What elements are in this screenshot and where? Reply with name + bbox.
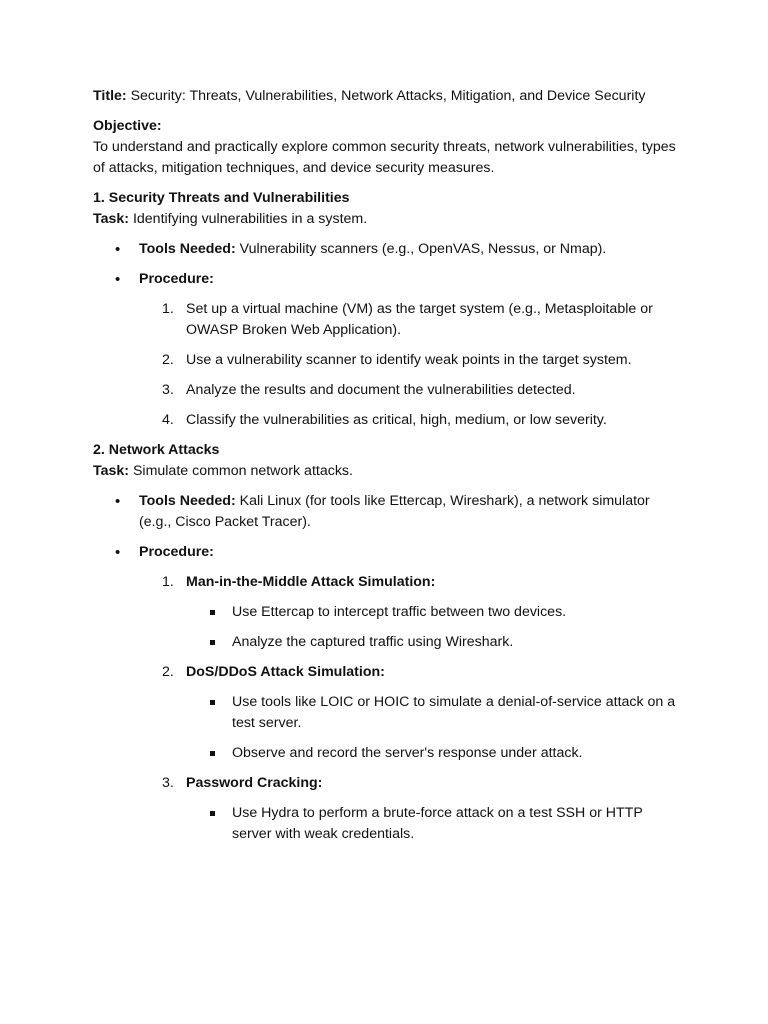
step-text: Use a vulnerability scanner to identify weak points in the target system. — [186, 352, 632, 368]
list-item: Use tools like LOIC or HOIC to simulate a denial-of-service attack on a test server. — [186, 692, 683, 734]
section1-steps — [139, 299, 683, 431]
step-title: Man-in-the-Middle Attack Simulation: — [186, 574, 436, 590]
step-subitems — [186, 692, 683, 764]
section2-task — [93, 461, 683, 482]
section2-procedure-item — [93, 542, 683, 845]
section1-procedure-label: Procedure: — [139, 271, 214, 287]
step-title: Password Cracking: — [186, 775, 323, 791]
list-item — [139, 410, 683, 431]
title-label: Title: — [93, 88, 127, 104]
step-number: 2. — [162, 352, 174, 368]
step-number: 1. — [162, 574, 174, 590]
step-text: Analyze the results and document the vulnerabilities detected. — [186, 382, 576, 398]
list-item — [139, 572, 683, 653]
section2-tools-text: Kali Linux (for tools like Ettercap, Wireshark), a network simulator (e.g., Cisco Packet Tracer). — [139, 493, 650, 530]
objective-label: Objective: — [93, 118, 162, 134]
section1-task-text: Identifying vulnerabilities in a system. — [129, 211, 368, 227]
objective-text: To understand and practically explore common security threats, network vulnerabilities, types of attacks, mitigation techniques, and device security measures. — [93, 139, 676, 176]
step-subitems — [186, 803, 683, 845]
step-subitems — [186, 602, 683, 653]
document-page — [93, 86, 683, 845]
list-item — [139, 773, 683, 845]
section2-tools-label: Tools Needed: — [139, 493, 236, 509]
section1-tools-item — [93, 239, 683, 260]
section2-heading: 2. Network Attacks — [93, 442, 220, 458]
title-text: Security: Threats, Vulnerabilities, Network Attacks, Mitigation, and Device Security — [126, 88, 646, 104]
section2-task-text: Simulate common network attacks. — [129, 463, 353, 479]
section1-tools-text: Vulnerability scanners (e.g., OpenVAS, Nessus, or Nmap). — [235, 241, 607, 257]
list-item — [139, 350, 683, 371]
step-number: 3. — [162, 775, 174, 791]
list-item: Analyze the captured traffic using Wireshark. — [186, 632, 683, 653]
section1-list — [93, 239, 683, 431]
section2-list — [93, 491, 683, 845]
step-title: DoS/DDoS Attack Simulation: — [186, 664, 385, 680]
step-text: Set up a virtual machine (VM) as the target system (e.g., Metasploitable or OWASP Broken Web Application). — [186, 301, 653, 338]
step-text: Classify the vulnerabilities as critical, high, medium, or low severity. — [186, 412, 607, 428]
section2-steps — [139, 572, 683, 845]
section1-task-label: Task: — [93, 211, 130, 227]
section1-tools-label: Tools Needed: — [139, 241, 236, 257]
step-number: 4. — [162, 412, 174, 428]
section1-task — [93, 209, 683, 230]
list-item: Observe and record the server's response under attack. — [186, 743, 683, 764]
list-item: Use Ettercap to intercept traffic between two devices. — [186, 602, 683, 623]
list-item — [139, 662, 683, 764]
list-item: Use Hydra to perform a brute-force attack on a test SSH or HTTP server with weak credentials. — [186, 803, 683, 845]
section1-heading: 1. Security Threats and Vulnerabilities — [93, 190, 350, 206]
section2-task-label: Task: — [93, 463, 130, 479]
doc-title — [93, 86, 683, 107]
section1-procedure-item — [93, 269, 683, 431]
list-item — [139, 380, 683, 401]
section2-procedure-label: Procedure: — [139, 544, 214, 560]
section2-tools-item — [93, 491, 683, 533]
step-number: 1. — [162, 301, 174, 317]
list-item — [139, 299, 683, 341]
step-number: 3. — [162, 382, 174, 398]
step-number: 2. — [162, 664, 174, 680]
